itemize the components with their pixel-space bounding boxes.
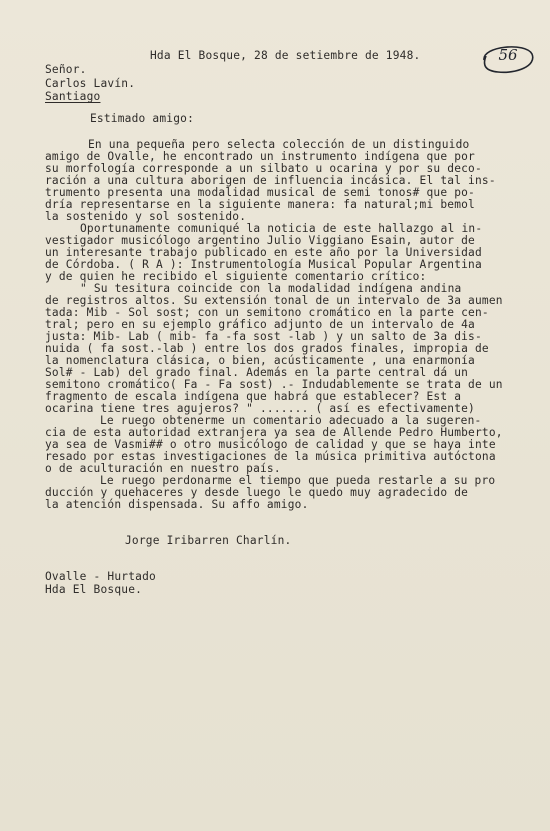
recipient-title: Señor. [45, 63, 87, 76]
body-line: Sol# - Lab) del grado final. Además en la parte central dá un [45, 366, 469, 379]
body-line: un interesante trabajo publicado en este año por la Universidad [45, 246, 482, 259]
body-line: y de quien he recibido el siguiente comentario crítico: [45, 270, 427, 283]
body-line: la nomenclatura clásica, o bien, acústicamente , una enarmonía [45, 354, 475, 367]
body-line: " Su tesitura coincide con la modalidad indígena andina [80, 282, 462, 295]
body-line: tada: Mib - Sol sost; con un semitono cromático en la parte cen- [45, 306, 489, 319]
body-line: su morfología corresponde a un silbato u ocarina y por su deco- [45, 162, 482, 175]
body-line: amigo de Ovalle, he encontrado un instrumento indígena que por [45, 150, 475, 163]
recipient-name: Carlos Lavín. [45, 77, 136, 90]
body-line: Le ruego perdonarme el tiempo que pueda restarle a su pro [100, 474, 496, 487]
body-line: Le ruego obtenerme un comentario adecuado a la sugeren- [100, 414, 482, 427]
sender-address-line: Hda El Bosque. [45, 583, 143, 596]
place-date: Hda El Bosque, 28 de setiembre de 1948. [150, 49, 421, 62]
body-line: justa: Mib- Lab ( mib- fa -fa sost -lab ) y un salto de 3a dis- [45, 330, 482, 343]
body-line: vestigador musicólogo argentino Julio Viggiano Esain, autor de [45, 234, 475, 247]
body-line: trumento presenta una modalidad musical de semi tonos# que po- [45, 186, 475, 199]
body-line: la atención dispensada. Su affo amigo. [45, 498, 309, 511]
body-line: ya sea de Vasmi## o otro musicólogo de calidad y que se haya inte [45, 438, 496, 451]
body-line: o de aculturación en nuestro país. [45, 462, 281, 475]
body-line: resado por estas investigaciones de la música primitiva autóctona [45, 450, 496, 463]
body-line: ración a una cultura aborigen de influencia incásica. El tal ins- [45, 174, 496, 187]
body-line: nuida ( fa sost.-lab ) entre los dos grados finales, impropia de [45, 342, 489, 355]
body-line: semitono cromático( Fa - Fa sost) .- Indudablemente se trata de un [45, 378, 503, 391]
body-line: de registros altos. Su extensión tonal de un intervalo de 3a aumen [45, 294, 503, 307]
body-line: ocarina tiene tres agujeros? " ....... ( así es efectivamente) [45, 402, 475, 415]
sender-address-line: Ovalle - Hurtado [45, 570, 156, 583]
body-line: tral; pero en su ejemplo gráfico adjunto de un intervalo de 4a [45, 318, 475, 331]
folio-number: 56 [498, 46, 518, 64]
body-line: de Córdoba. ( R A ): Instrumentología Musical Popular Argentina [45, 258, 482, 271]
greeting: Estimado amigo: [90, 112, 195, 125]
body-line: dría representarse en la siguiente manera: fa natural;mi bemol [45, 198, 475, 211]
recipient-city: Santiago [45, 90, 101, 103]
body-line: Oportunamente comuniqué la noticia de este hallazgo al in- [80, 222, 483, 235]
body-line: cia de esta autoridad extranjera ya sea de Allende Pedro Humberto, [45, 426, 503, 439]
body-line: ducción y quehaceres y desde luego le quedo muy agradecido de [45, 486, 469, 499]
body-line: En una pequeña pero selecta colección de un distinguido [88, 138, 470, 151]
body-line: fragmento de escala indígena que habrá que establecer? Est a [45, 390, 462, 403]
signature: Jorge Iribarren Charlín. [125, 534, 292, 547]
body-line: la sostenido y sol sostenido. [45, 210, 247, 223]
